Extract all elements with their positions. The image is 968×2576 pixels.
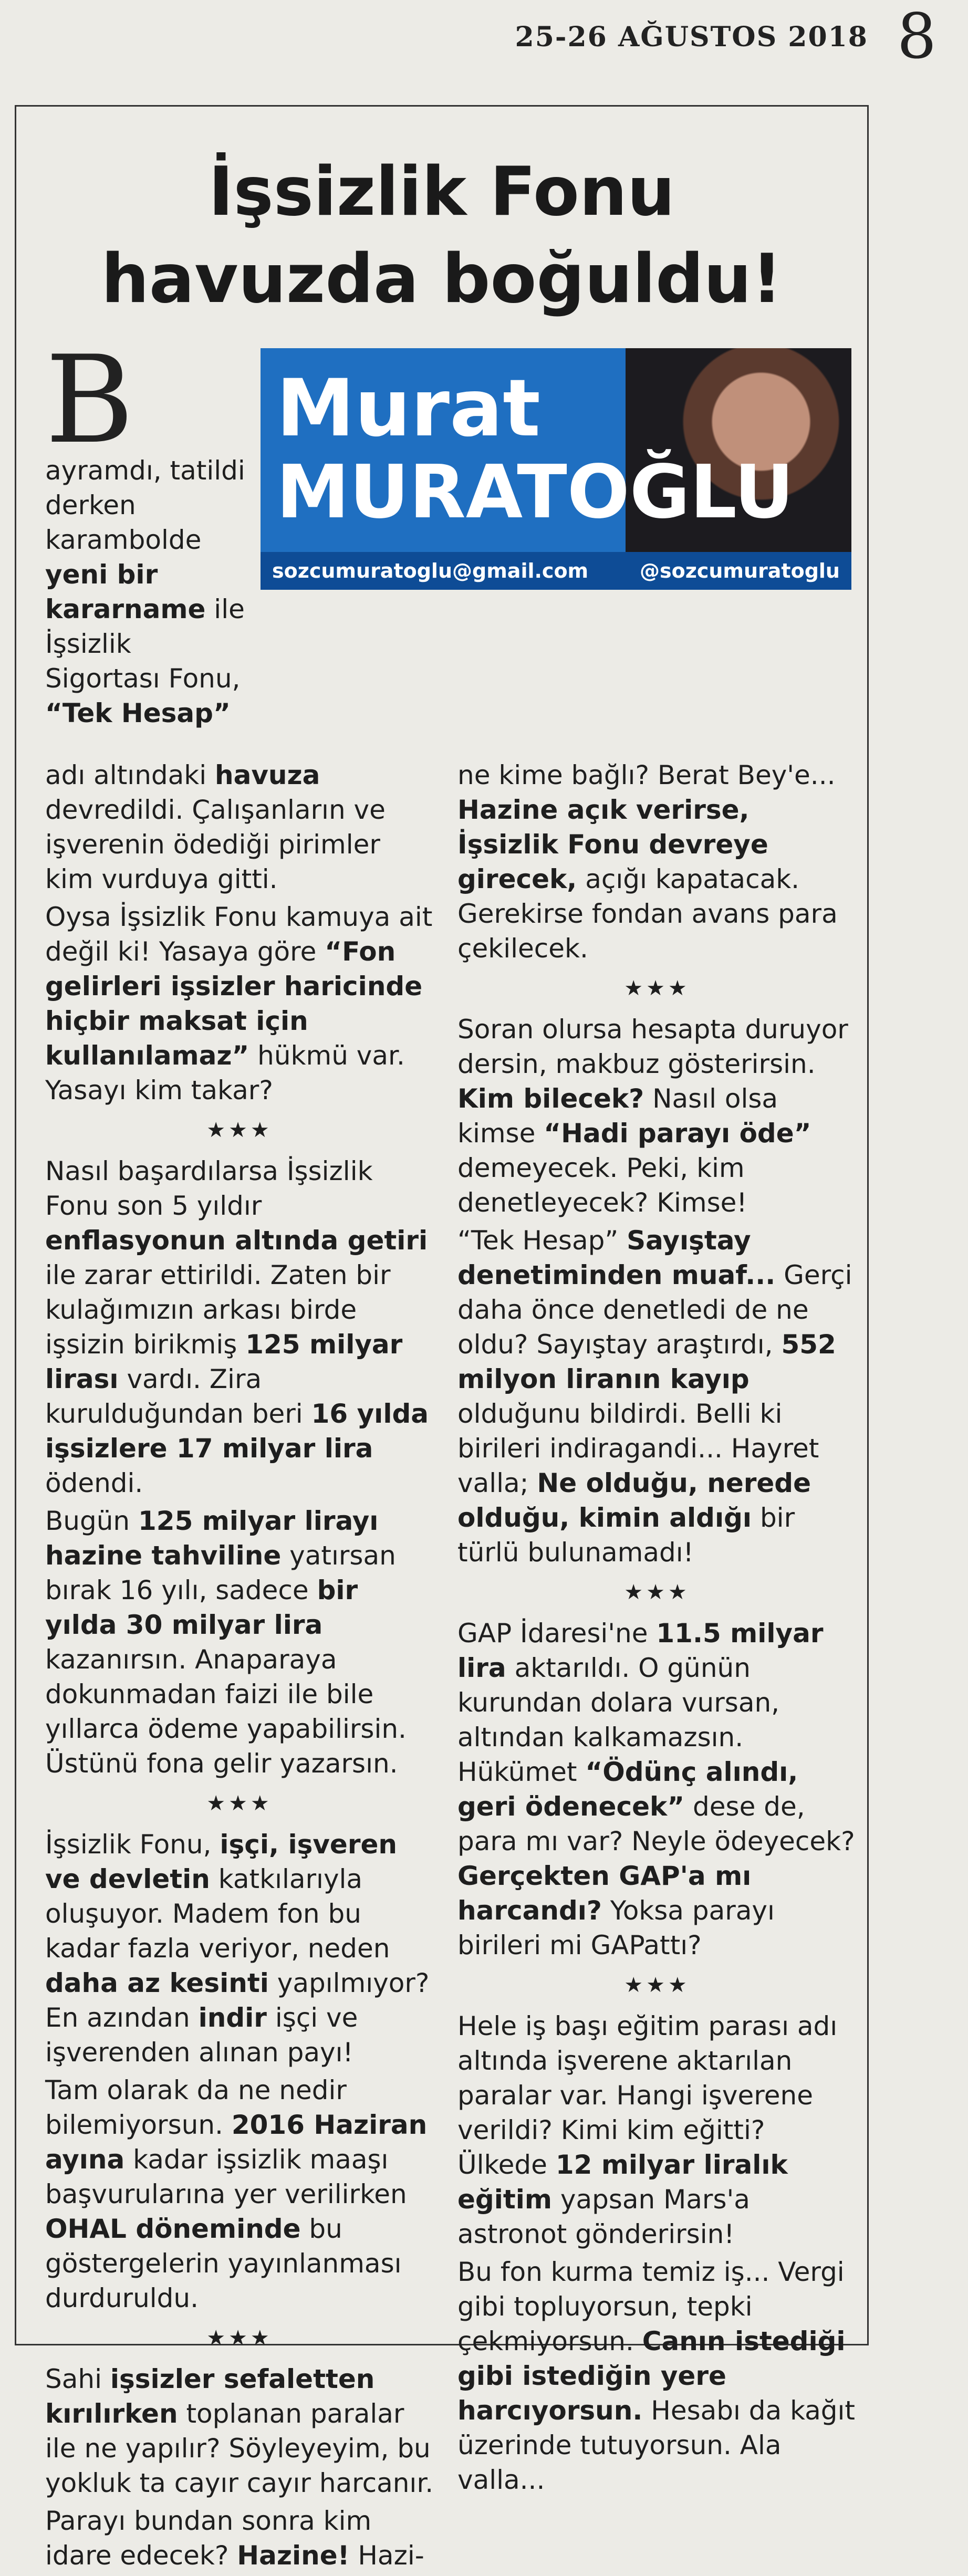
paragraph: Sahi işsizler sefaletten kırılırken toplanan paralar ile ne yapılır? Söyleyeyim, bu yokluk ta cayır cayır harcanır. xyxy=(45,2364,434,2498)
drop-cap: B xyxy=(45,330,134,471)
issue-date: 25-26 AĞUSTOS 2018 xyxy=(515,21,868,53)
paragraph: Hele iş başı eğitim parası adı altında işverene aktarılan paralar var. Hangi işverene verildi? Kimi kim eğitti? Ülkede 12 milyar liralık eğitim yapsan Mars'a astronot gönderirsin! xyxy=(457,2011,838,2249)
intro-paragraph: B ayramdı, tatildi derken karambolde yeni bir kararname ile İşsizlik Sigortası Fonu, “Tek Hesap” xyxy=(45,330,245,728)
headline-line-2: havuzda boğuldu! xyxy=(101,240,783,319)
paragraph: adı altındaki havuza devredildi. Çalışanların ve işverenin ödediği pirimler kim vurduya gitti. xyxy=(45,760,386,894)
article-box xyxy=(15,105,869,2571)
column-2 xyxy=(457,758,857,2500)
column-1 xyxy=(45,758,434,2576)
paragraph: Soran olursa hesapta duruyor dersin, makbuz gösterirsin. Kim bilecek? Nasıl olsa kimse “Hadi parayı öde” demeyecek. Peki, kim denetleyecek? Kimse! xyxy=(457,1014,848,1218)
author-email: sozcumuratoglu@gmail.com xyxy=(272,559,589,582)
paragraph: GAP İdaresi'ne 11.5 milyar lira aktarıldı. O günün kurundan dolara vursan, altından kalkamazsın. Hükümet “Ödünç alındı, geri ödenecek” dese de, para mı var? Neyle ödeyecek? Gerçekten GAP'a mı harcandı? Yoksa parayı birileri mi GAPattı? xyxy=(457,1618,855,1960)
paragraph: ne kime bağlı? Berat Bey'e... Hazine açık verirse, İşsizlik Fonu devreye girecek, açığı kapatacak. Gerekirse fondan avans para çekilecek. xyxy=(457,760,838,964)
section-divider: ★★★ xyxy=(624,1580,690,1604)
section-divider: ★★★ xyxy=(206,1791,273,1816)
paragraph: İşsizlik Fonu, işçi, işveren ve devletin katkılarıyla oluşuyor. Madem fon bu kadar fazla veriyor, neden daha az kesinti yapılmıyor? En azından indir işçi ve işverenden alınan payı! xyxy=(45,1829,430,2068)
paragraph: Parayı bundan sonra kim idare edecek? Hazine! Hazi- xyxy=(45,2506,424,2571)
author-first-name: Murat xyxy=(276,363,540,454)
paragraph: Tam olarak da ne nedir bilemiyorsun. 2016 Haziran ayına kadar işsizlik maaşı başvurularına yer verilirken OHAL döneminde bu göstergelerin yayınlanması durduruldu. xyxy=(45,2075,428,2313)
section-divider: ★★★ xyxy=(206,2326,273,2350)
paragraph: Nasıl başardılarsa İşsizlik Fonu son 5 yıldır enflasyonun altında getiri ile zarar ettirildi. Zaten bir kulağımızın arkası birde işsizin birikmiş 125 milyar lirası vardı. Zira kurulduğundan beri 16 yılda işsizlere 17 milyar lira ödendi. xyxy=(45,1156,429,1498)
author-last-name: MURATOĞLU xyxy=(276,450,794,535)
paragraph: Bugün 125 milyar lirayı hazine tahviline yatırsan bırak 16 yılı, sadece bir yılda 30 milyar lira kazanırsın. Anaparaya dokunmadan faizi ile bile yıllarca ödeme yapabilirsin. Üstünü fona gelir yazarsın. xyxy=(45,1506,407,1779)
article-headline xyxy=(37,149,846,324)
page-number: 8 xyxy=(897,0,936,72)
author-banner xyxy=(261,348,851,590)
paragraph: Oysa İşsizlik Fonu kamuya ait değil ki! Yasaya göre “Fon gelirleri işsizler haricinde hiçbir maksat için kullanılamaz” hükmü var. Yasayı kim takar? xyxy=(45,902,433,1106)
paragraph: Bu fon kurma temiz iş... Vergi gibi topluyorsun, tepki çekmiyorsun. Canın istediği gibi istediğin yere harcıyorsun. Hesabı da kağıt üzerinde tutuyorsun. Ala valla... xyxy=(457,2257,856,2495)
headline-line-1: İşsizlik Fonu xyxy=(208,153,675,231)
section-divider: ★★★ xyxy=(624,976,690,1000)
author-contact-bar xyxy=(261,552,851,590)
section-divider: ★★★ xyxy=(624,1973,690,1997)
paragraph: “Tek Hesap” Sayıştay denetiminden muaf... Gerçi daha önce denetledi de ne oldu? Sayıştay araştırdı, 552 milyon liranın kayıp olduğunu bildirdi. Belli ki birileri indiragandi... Hayret valla; Ne olduğu, nerede olduğu, kimin aldığı bir türlü bulunamadı! xyxy=(457,1225,852,1568)
section-divider: ★★★ xyxy=(206,1118,273,1142)
author-twitter: @sozcumuratoglu xyxy=(639,559,840,582)
